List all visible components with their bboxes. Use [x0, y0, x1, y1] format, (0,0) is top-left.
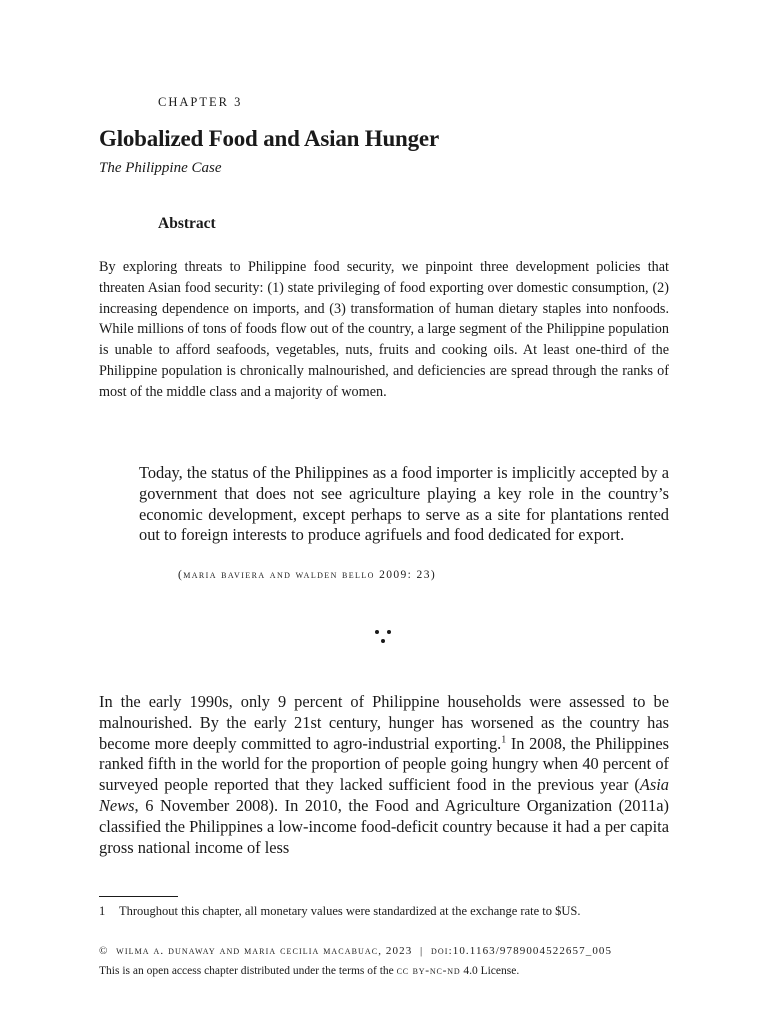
- footnote-divider: [99, 896, 178, 897]
- copyright-symbol: ©: [99, 945, 109, 957]
- chapter-title: Globalized Food and Asian Hunger: [99, 126, 439, 151]
- chapter-subtitle: The Philippine Case: [99, 160, 222, 176]
- doi-link[interactable]: doi:10.1163/9789004522657_005: [431, 945, 613, 957]
- copyright-separator: |: [420, 945, 424, 957]
- source-title: Asia News: [99, 775, 669, 815]
- license-line: [99, 965, 519, 977]
- footnote-text: Throughout this chapter, all monetary values were standardized at the exchange rate to $US.: [119, 904, 581, 918]
- body-paragraph: [99, 692, 669, 858]
- epigraph-citation: (maria baviera and walden bello 2009: 23): [178, 569, 437, 581]
- footnote-reference[interactable]: 1: [501, 734, 507, 746]
- copyright-authors: wilma a. dunaway and maria cecilia macabuac, 2023: [116, 945, 413, 957]
- epigraph-quote: Today, the status of the Philippines as a food importer is implicitly accepted by a government that does not see agriculture playing a key role in the country’s economic development, except perhaps to serve as a site for plantations rented out to foreign interests to produce agrifuels and food dedicated for export.: [139, 463, 669, 545]
- abstract-text: By exploring threats to Philippine food security, we pinpoint three development policies that threaten Asian food security: (1) state privileging of food exporting over domestic consumption, (2) increasing dependence on imports, and (3) transformation of human dietary staples into nonfoods. While millions of tons of foods flow out of the country, a large segment of the Philippine population is unable to afford seafoods, vegetables, nuts, fruits and cooking oils. At least one-third of the Philippine population is chronically malnourished, and deficiencies are spread through the ranks of most of the middle class and a majority of women.: [99, 259, 669, 400]
- footnote: [99, 903, 674, 919]
- license-suffix: 4.0 License.: [460, 965, 520, 977]
- footnote-number: 1: [99, 904, 106, 918]
- license-prefix: This is an open access chapter distributed under the terms of the: [99, 965, 397, 977]
- license-link[interactable]: cc by-nc-nd: [396, 965, 461, 977]
- abstract-heading: Abstract: [158, 215, 216, 232]
- copyright-line: [99, 945, 612, 957]
- body-text-part1: In the early 1990s, only 9 percent of Philippine households were assessed to be malnourished. By the early 21st century, hunger has worsened as the country has become more deeply committed to agro-industrial exporting.: [99, 692, 669, 753]
- body-text-part2: In 2008, the Philippines ranked fifth in the world for the proportion of people going hungry when 40 percent of surveyed people reported that they lacked sufficient food in the previous year (: [99, 733, 669, 795]
- body-text-part3: , 6 November 2008). In 2010, the Food and Agriculture Organization (2011a) classified the Philippines a low-income food-deficit country because it had a per capita gross national income of less: [99, 795, 669, 857]
- chapter-label: CHAPTER 3: [158, 95, 243, 109]
- section-ornament-icon: [373, 627, 393, 645]
